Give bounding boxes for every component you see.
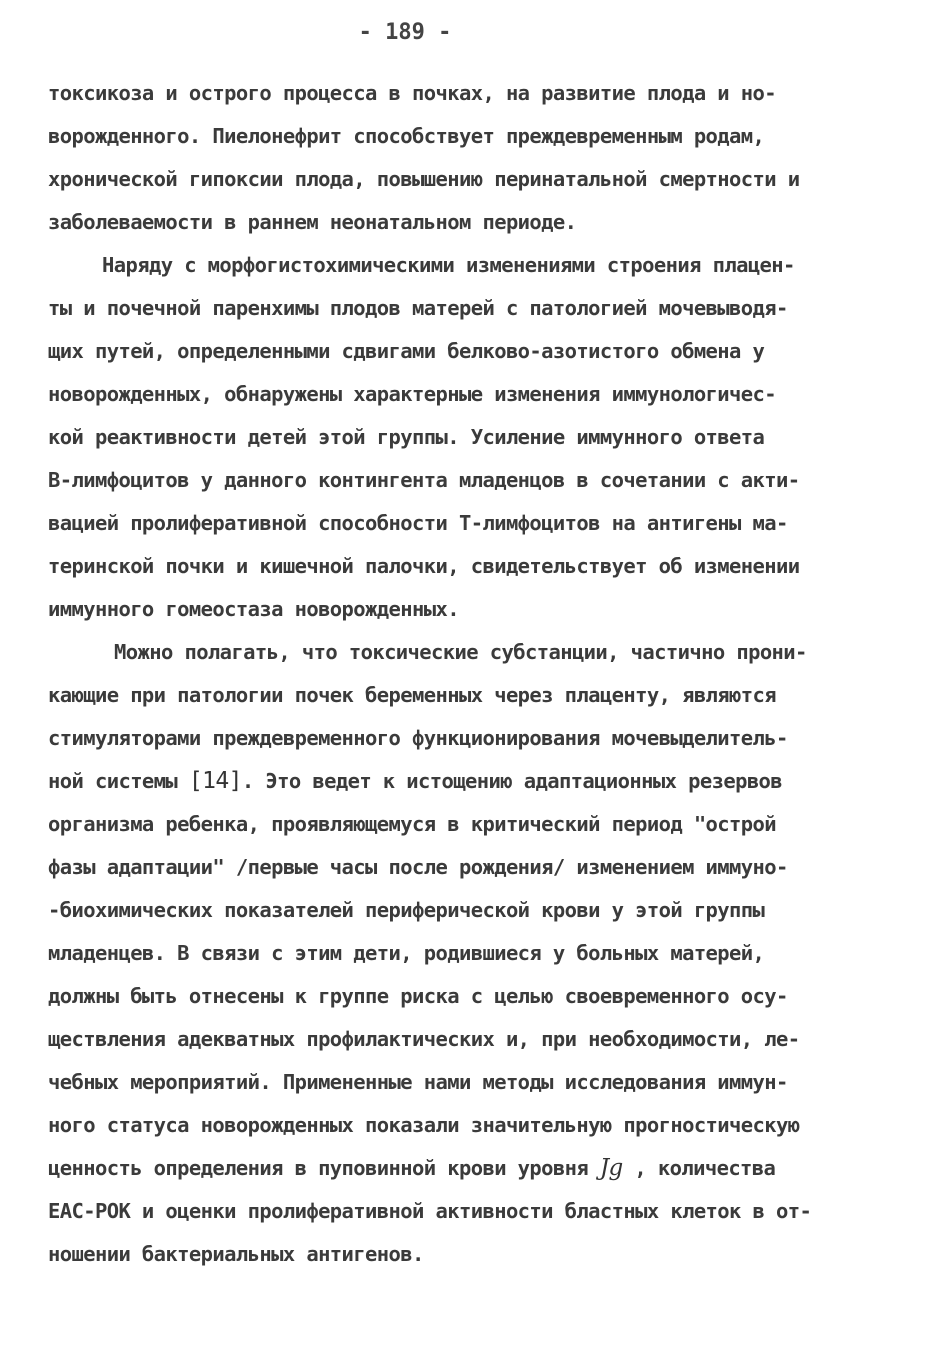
text-line: новорожденных, обнаружены характерные изменения иммунологичес- xyxy=(48,382,777,406)
text-line: Можно полагать, что токсические субстанции, частично прони- xyxy=(114,640,807,664)
text-line-with-reference xyxy=(48,760,888,803)
text-line: ного статуса новорожденных показали значительную прогностическую xyxy=(48,1113,800,1137)
text-line: теринской почки и кишечной палочки, свидетельствует об изменении xyxy=(48,554,800,578)
text-line: ЕАС-РОК и оценки пролиферативной активности бластных клеток в от- xyxy=(48,1199,812,1223)
text-line: заболеваемости в раннем неонатальном периоде. xyxy=(48,210,577,234)
text-line: ществления адекватных профилактических и, при необходимости, ле- xyxy=(48,1027,800,1051)
text-line: хронической гипоксии плода, повышению перинатальной смертности и xyxy=(48,167,800,191)
text-segment: . Это ведет к истощению адаптационных резервов xyxy=(241,769,783,793)
text-segment: ценность определения в пуповинной крови уровня xyxy=(48,1156,600,1180)
citation-reference: [14] xyxy=(188,768,242,794)
body-text xyxy=(48,72,888,1276)
text-segment: ной системы xyxy=(48,769,189,793)
text-line: кой реактивности детей этой группы. Усиление иммунного ответа xyxy=(48,425,765,449)
text-line: иммунного гомеостаза новорожденных. xyxy=(48,597,459,621)
text-line: должны быть отнесены к группе риска с целью своевременного осу- xyxy=(48,984,788,1008)
immunoglobulin-symbol: Jg xyxy=(599,1155,623,1181)
text-line: организма ребенка, проявляющемуся в критический период "острой xyxy=(48,812,777,836)
text-line: чебных мероприятий. Примененные нами методы исследования иммун- xyxy=(48,1070,788,1094)
text-line: стимуляторами преждевременного функционирования мочевыделитель- xyxy=(48,726,788,750)
page-number: - 189 - xyxy=(358,20,452,45)
text-line-with-symbol xyxy=(48,1147,888,1190)
text-line: щих путей, определенными сдвигами белково-азотистого обмена у xyxy=(48,339,765,363)
text-line: В-лимфоцитов у данного контингента младенцов в сочетании с акти- xyxy=(48,468,800,492)
text-segment: , количества xyxy=(622,1156,776,1180)
text-line: ты и почечной паренхимы плодов матерей с патологией мочевыводя- xyxy=(48,296,788,320)
text-line: -биохимических показателей периферической крови у этой группы xyxy=(48,898,765,922)
text-line: Наряду с морфогистохимическими изменениями строения плацен- xyxy=(102,253,795,277)
text-line: вацией пролиферативной способности Т-лимфоцитов на антигены ма- xyxy=(48,511,788,535)
text-line: токсикоза и острого процесса в почках, на развитие плода и но- xyxy=(48,81,777,105)
text-line: младенцев. В связи с этим дети, родившиеся у больных матерей, xyxy=(48,941,765,965)
text-line: кающие при патологии почек беременных через плаценту, являются xyxy=(48,683,777,707)
text-line: фазы адаптации" /первые часы после рождения/ изменением иммуно- xyxy=(48,855,788,879)
text-line: ворожденного. Пиелонефрит способствует преждевременным родам, xyxy=(48,124,765,148)
text-line: ношении бактериальных антигенов. xyxy=(48,1242,424,1266)
